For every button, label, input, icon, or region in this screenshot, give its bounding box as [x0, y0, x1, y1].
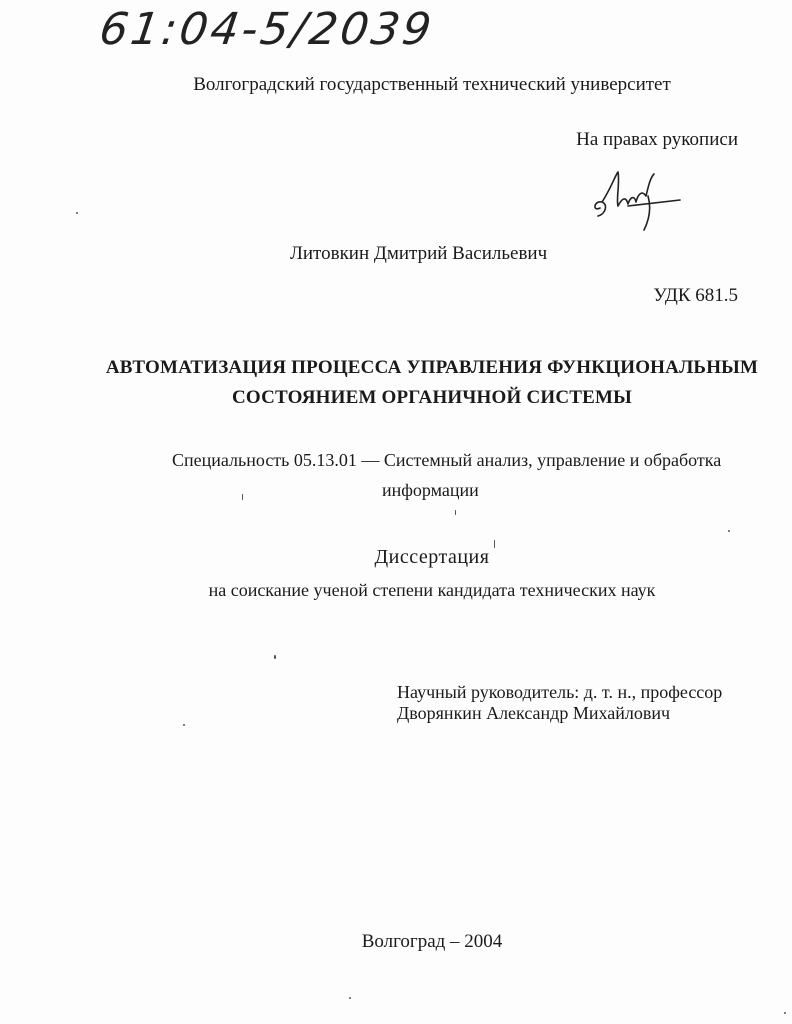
- author-name: Литовкин Дмитрий Васильевич: [290, 243, 548, 264]
- university-name: Волгоградский государственный технический университет: [193, 74, 671, 95]
- degree-statement: на соискание ученой степени кандидата технических наук: [208, 580, 656, 600]
- scan-speck: [728, 530, 730, 532]
- advisor-title: Научный руководитель: д. т. н., профессор: [397, 682, 723, 702]
- scan-speck: [784, 1012, 786, 1014]
- archive-code-handwritten: 61:04-5/2039: [96, 4, 438, 55]
- scan-speck: [76, 212, 78, 214]
- scan-speck: [349, 997, 351, 999]
- udk-code: УДК 681.5: [653, 285, 738, 306]
- scan-speck: [183, 724, 185, 726]
- city-and-year: Волгоград – 2004: [361, 931, 503, 952]
- scan-speck: [455, 510, 456, 515]
- specialty-line-1: Специальность 05.13.01 — Системный анализ, управление и обработка: [172, 450, 722, 470]
- scan-speck: [494, 540, 495, 548]
- dissertation-title-line-1: АВТОМАТИЗАЦИЯ ПРОЦЕССА УПРАВЛЕНИЯ ФУНКЦИОНАЛЬНЫМ: [105, 357, 759, 378]
- scan-speck: [242, 494, 243, 500]
- document-type: Диссертация: [374, 546, 490, 568]
- advisor-name: Дворянкин Александр Михайлович: [397, 703, 671, 723]
- dissertation-title-line-2: СОСТОЯНИЕМ ОРГАНИЧНОЙ СИСТЕМЫ: [231, 387, 632, 408]
- manuscript-rights-note: На правах рукописи: [576, 129, 738, 150]
- specialty-line-2: информации: [382, 480, 479, 500]
- scan-speck: [274, 655, 276, 659]
- author-signature: [588, 160, 688, 240]
